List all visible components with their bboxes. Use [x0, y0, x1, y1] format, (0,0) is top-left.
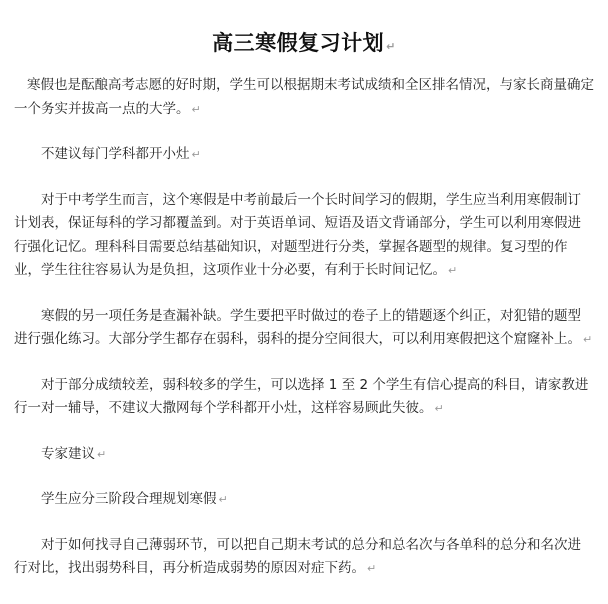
paragraph-text: 对于中考学生而言，这个寒假是中考前最后一个长时间学习的假期，学生应当利用寒假制订计划表，保证每科的学习都覆盖到。对于英语单词、短语及语文背诵部分，学生可以利用寒假进行强化记忆。理科科目需要总结基础知识，对题型进行分类，掌握各题型的规律。复习型的作业，学生往往容易认为是负担，这项作业十分必要，有利于长时间记忆。 [14, 191, 581, 278]
spacer [14, 121, 594, 143]
spacer [14, 512, 594, 534]
paragraph-study-plan [14, 189, 594, 283]
spacer [14, 352, 594, 374]
paragraph-subheading [14, 143, 594, 167]
paragraph-expert-heading [14, 443, 594, 467]
paragraph-mark-icon: ↵ [191, 102, 201, 116]
spacer [14, 466, 594, 488]
paragraph-mark-icon: ↵ [386, 40, 396, 53]
paragraph-text: 寒假也是酝酿高考志愿的好时期，学生可以根据期末考试成绩和全区排名情况，与家长商量确定一个务实并拔高一点的大学。 [14, 77, 594, 117]
paragraph-weak-subjects [14, 534, 594, 581]
paragraph-tutoring [14, 374, 594, 421]
paragraph-review-gaps [14, 305, 594, 352]
paragraph-mark-icon: ↵ [97, 447, 107, 461]
paragraph-mark-icon: ↵ [218, 493, 228, 506]
paragraph-mark-icon: ↵ [583, 333, 593, 346]
paragraph-three-stages [14, 488, 594, 512]
spacer [14, 167, 594, 189]
paragraph-text: 对于部分成绩较差，弱科较多的学生，可以选择 1 至 2 个学生有信心提高的科目，请家教进行一对一辅导，不建议大撒网每个学科都开小灶，这样容易顾此失彼。 [14, 376, 589, 416]
paragraph-text: 专家建议 [41, 445, 95, 462]
paragraph-text: 不建议每门学科都开小灶 [41, 146, 190, 162]
document-title [14, 28, 594, 62]
paragraph-mark-icon: ↵ [434, 402, 444, 415]
spacer [14, 421, 594, 443]
spacer [14, 283, 594, 305]
paragraph-intro [14, 74, 594, 121]
paragraph-mark-icon: ↵ [367, 562, 377, 575]
title-text: 高三寒假复习计划 [212, 31, 385, 55]
paragraph-mark-icon: ↵ [191, 148, 201, 161]
paragraph-text: 寒假的另一项任务是查漏补缺。学生要把平时做过的卷子上的错题逐个纠正，对犯错的题型进行强化练习。大部分学生都存在弱科，弱科的提分空间很大，可以利用寒假把这个窟窿补上。 [14, 307, 581, 347]
paragraph-text: 对于如何找寻自己薄弱环节，可以把自己期末考试的总分和总名次与各单科的总分和名次进行对比，找出弱势科目，再分析造成弱势的原因对症下药。 [14, 536, 581, 576]
paragraph-mark-icon: ↵ [448, 264, 458, 277]
paragraph-text: 学生应分三阶段合理规划寒假 [41, 491, 217, 507]
